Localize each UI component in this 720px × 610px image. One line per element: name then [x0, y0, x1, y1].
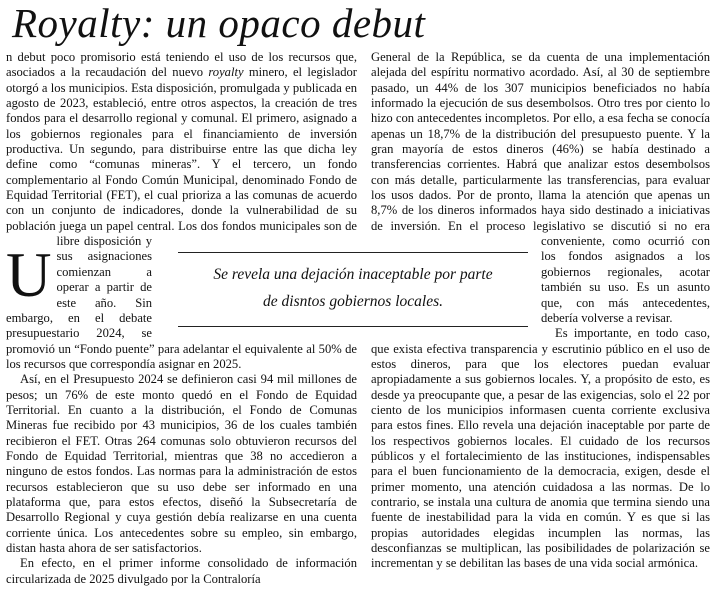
paragraph: Así, en el Presupuesto 2024 se definieron casi 94 mil millones de pesos; un 76% de este monto quedó en el Fondo de Equidad Territorial. En cuanto a la distribución, el Fondo de Comunas Mineras fue recibido por 43 municipios, 36 de los cuales también recibieron el FET. Otras 264 comunas solo obtuvieron recursos del Fondo de Equidad Territorial, mientras que 38 no accedieron a ninguno de estos fondos. Las normas para la administración de estos recursos establecieron que su uso debe ser informado en una plataforma que, para estos efectos, diseñó la Subsecretaría de Desarrollo Regional y cuya gestión debía realizarse en una cuenta corriente única. Los antecedentes sobre su empleo, sin embargo, distan hasta ahora de ser satisfactorios.	[6, 372, 357, 555]
paragraph: En efecto, en el primer informe consolidado de información circularizada de 2025 divulgado por la Contraloría	[6, 556, 357, 586]
drop-cap: U	[6, 240, 52, 310]
pull-quote-line: Se revela una dejación inaceptable por parte	[213, 266, 493, 283]
paragraph: Es importante, en todo caso, que exista efectiva transparencia y escrutinio público en el uso de estos dineros, para que los electores puedan evaluar apropiadamente a sus gobiernos locales. Y, a propósito de esto, es desde ya preocupante que, a pesar de las exigencias, solo el 22 por ciento de los municipios informasen cuenta corriente exclusiva para estos fines. Ello revela una dejación inaceptable por parte de los respectivos gobiernos locales. El cuidado de los recursos públicos y el fortalecimiento de las instituciones, indispensables para el buen funcionamiento de la democracia, exigen, desde el primer momento, una atención cuidadosa a las normas. De lo contrario, se instala una cultura de anomia que termina siendo una fuente de inestabilidad para la vida en común. Y es que si las propias autoridades elegidas incumplen las normas, las desconfianzas se multiplican, las posibilidades de polarización se incrementan y se debilitan las bases de una vida social armónica.	[371, 326, 710, 571]
paragraph: U n debut poco promisorio está teniendo el uso de los recursos que, asociados a la recaudación del nuevo royalty minero, el legislador otorgó a los municipios. Esta disposición, promulgada y publicada en agosto de 2023, estableció, entre otros aspectos, la creación de tres fondos para el desarrollo regional y comunal. El primero, asignado a los gobiernos regionales para el financiamiento de inversión productiva. Un segundo, para distribuirse entre las que dicha ley define como “comunas mineras”. Y el tercero, un fondo complementario al Fondo Común Municipal, denominado Fondo de Equidad Territorial (FET), el cual prioriza a las comunas de acuerdo con un conjunto de indicadores, donde la vulnerabilidad de su población juega un papel central. Los dos fondos municipales son de libre disposición y sus asignaciones comienzan a operar a partir de este año. Sin embargo, en el debate presupuestario 2024, se promovió un “Fondo puente” para adelantar el equivalente al 50% de los recursos que correspondía asignar en 2025.	[6, 50, 357, 371]
paragraph: General de la República, se da cuenta de una implementación alejada del espíritu normativo acordado. Así, al 30 de septiembre pasado, un 44% de los 307 municipios beneficiados no había informado la ejecución de sus desembolsos. Otro tres por ciento lo hizo con antecedentes incompletos. Por ello, a esa fecha se conocía apenas un 18,7% de la distribución del presupuesto puente. Y la gran mayoría de estos dineros (46%) se había destinado a transferencias corrientes. Habrá que analizar estos desembolsos con más detalle, particularmente las transferencias, para evaluar los usos dados. Por de pronto, llama la atención que apenas un 8,7% de los dineros informados haya sido destinado a iniciativas de inversión. En el proceso legislativo se discutió si no era conveniente, como ocurrió con los fondos asignados a los gobiernos regionales, acotar también su uso. Es un asunto que, con más antecedentes, debería volverse a revisar.	[371, 50, 710, 325]
pull-quote	[178, 252, 528, 327]
article-title: Royalty: un opaco debut	[12, 0, 426, 46]
pull-quote-line: de disntos gobiernos locales.	[263, 293, 443, 310]
